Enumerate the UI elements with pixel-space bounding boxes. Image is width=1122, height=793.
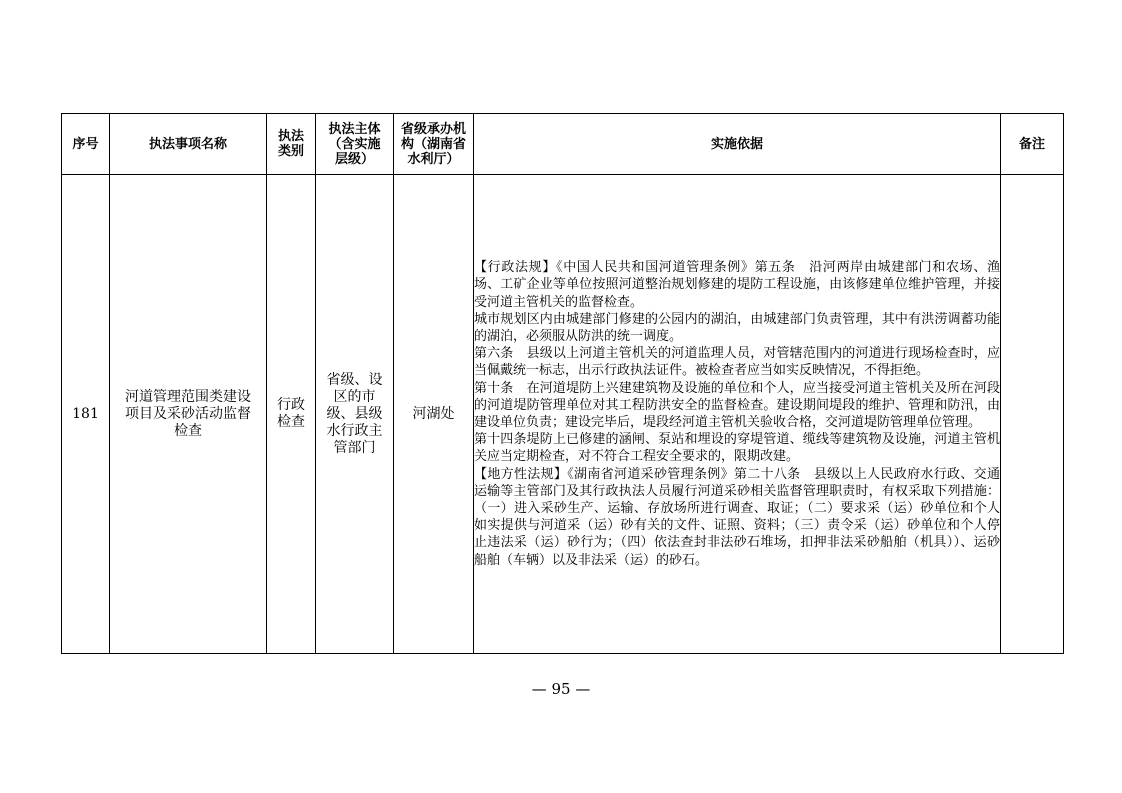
table-header-row: [62, 114, 1064, 175]
basis-paragraph: 第十四条堤防上已修建的涵闸、泵站和埋设的穿堤管道、缆线等建筑物及设施，河道主管机关应当定期检查，对不符合工程安全要求的，限期改建。: [474, 432, 1000, 465]
cell-name: [110, 175, 267, 654]
cell-name-text: 河道管理范围类建设项目及采砂活动监督检查: [125, 388, 251, 439]
header-seq: 序号: [62, 114, 110, 175]
basis-paragraph: 【行政法规】《中国人民共和国河道管理条例》第五条 沿河两岸由城建部门和农场、渔场、工矿企业等单位按照河道整治规划修建的堤防工程设施，由该修建单位维护管理，并接受河道主管机关的监督检查。: [474, 260, 1000, 310]
page-dash-left: —: [531, 680, 547, 698]
cell-subject-text: 省级、设区的市级、县级水行政主管部门: [326, 371, 383, 456]
basis-paragraph: 【地方性法规】《湖南省河道采砂管理条例》第二十八条 县级以上人民政府水行政、交通运输等主管部门及其行政执法人员履行河道采砂相关监督管理职责时，有权采取下列措施：（一）进入采砂生产、运输、存放场所进行调查、取证；（二）要求采（运）砂单位和个人如实提供与河道采（运）砂有关的文件、证照、资料；（三）责令采（运）砂单位和个人停止违法采（运）砂行为；（四）依法查封非法砂石堆场，扣押非法采砂船舶（机具））、运砂船舶（车辆）以及非法采（运）的砂石。: [474, 466, 1000, 568]
header-name: 执法事项名称: [110, 114, 267, 175]
page-number-value: 95: [551, 680, 571, 698]
enforcement-table: [61, 113, 1064, 654]
page-dash-right: —: [575, 680, 591, 698]
header-type: [267, 114, 316, 175]
basis-paragraph: 第六条 县级以上河道主管机关的河道监理人员，对管辖范围内的河道进行现场检查时，应当佩戴统一标志，出示行政执法证件。被检查者应当如实反映情况，不得拒绝。: [474, 346, 1000, 379]
header-agency: [394, 114, 474, 175]
cell-type: [267, 175, 316, 654]
header-type-text: 执法类别: [277, 129, 304, 159]
cell-subject: [316, 175, 394, 654]
header-subject-text: 执法主体（含实施层级）: [328, 121, 381, 167]
cell-seq: 181: [62, 175, 110, 654]
cell-type-text: 行政检查: [277, 397, 305, 430]
header-agency-text: 省级承办机构（湖南省水利厅）: [400, 121, 466, 167]
table-row: [62, 175, 1064, 654]
cell-agency: 河湖处: [394, 175, 474, 654]
page-number: [0, 680, 1122, 698]
basis-paragraph: 城市规划区内由城建部门修建的公园内的湖泊，由城建部门负责管理，其中有洪涝调蓄功能的湖泊，必须服从防洪的统一调度。: [474, 311, 1000, 344]
cell-basis: [474, 175, 1001, 654]
basis-paragraph: 第十条 在河道堤防上兴建建筑物及设施的单位和个人，应当接受河道主管机关及所在河段的河道堤防管理单位对其工程防洪安全的监督检查。建设期间堤段的维护、管理和防汛，由建设单位负责；建设完毕后，堤段经河道主管机关验收合格，交河道堤防管理单位管理。: [474, 380, 1000, 430]
header-remarks: 备注: [1001, 114, 1064, 175]
header-basis: 实施依据: [474, 114, 1001, 175]
cell-remarks: [1001, 175, 1064, 654]
header-subject: [316, 114, 394, 175]
